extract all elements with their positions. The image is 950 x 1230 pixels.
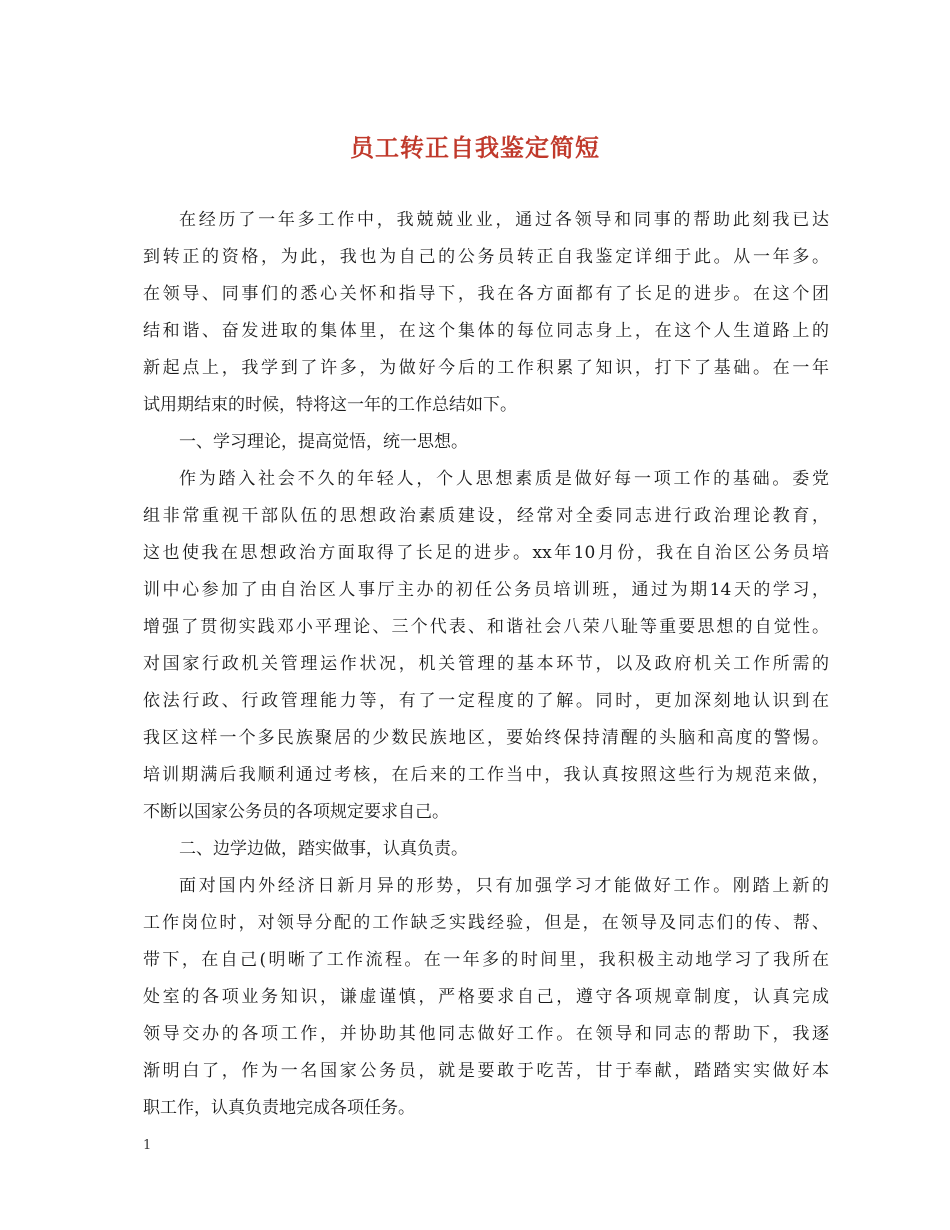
paragraph-line: 渐明白了，作为一名国家公务员，就是要敢于吃苦，甘于奉献，踏踏实实做好本 (143, 1061, 829, 1081)
paragraph-line: 在领导、同事们的悉心关怀和指导下，我在各方面都有了长足的进步。在这个团 (143, 284, 829, 304)
paragraph-line: 结和谐、奋发进取的集体里，在这个集体的每位同志身上，在这个人生道路上的 (143, 321, 829, 341)
paragraph-line: 我区这样一个多民族聚居的少数民族地区，要始终保持清醒的头脑和高度的警惕。 (143, 728, 829, 748)
paragraph-line: 处室的各项业务知识，谦虚谨慎，严格要求自己，遵守各项规章制度，认真完成 (143, 987, 829, 1007)
paragraph-line: 培训期满后我顺利通过考核，在后来的工作当中，我认真按照这些行为规范来做， (143, 765, 829, 785)
paragraph-line: 领导交办的各项工作，并协助其他同志做好工作。在领导和同志的帮助下，我逐 (143, 1024, 829, 1044)
section-heading: 一、学习理论，提高觉悟，统一思想。 (179, 432, 468, 452)
paragraph-line: 带下，在自己(明晰了工作流程。在一年多的时间里，我积极主动地学习了我所在 (143, 950, 829, 970)
paragraph-line: 增强了贯彻实践邓小平理论、三个代表、和谐社会八荣八耻等重要思想的自觉性。 (143, 617, 829, 637)
paragraph-line: 在经历了一年多工作中，我兢兢业业，通过各领导和同事的帮助此刻我已达 (179, 210, 829, 230)
page-title: 员工转正自我鉴定简短 (350, 133, 600, 162)
section-heading: 二、边学边做，踏实做事，认真负责。 (179, 839, 468, 859)
paragraph-line: 工作岗位时，对领导分配的工作缺乏实践经验，但是，在领导及同志们的传、帮、 (143, 913, 829, 933)
paragraph-line: 组非常重视干部队伍的思想政治素质建设，经常对全委同志进行政治理论教育， (143, 506, 829, 526)
page-number: 1 (143, 1138, 152, 1153)
paragraph-line: 不断以国家公务员的各项规定要求自己。 (143, 802, 449, 822)
paragraph-line: 对国家行政机关管理运作状况，机关管理的基本环节，以及政府机关工作所需的 (143, 654, 829, 674)
paragraph-line: 训中心参加了由自治区人事厅主办的初任公务员培训班，通过为期14天的学习， (143, 580, 829, 600)
paragraph-line: 这也使我在思想政治方面取得了长足的进步。xx年10月份，我在自治区公务员培 (143, 543, 829, 563)
paragraph-line: 试用期结束的时候，特将这一年的工作总结如下。 (143, 395, 517, 415)
paragraph-line: 新起点上，我学到了许多，为做好今后的工作积累了知识，打下了基础。在一年 (143, 358, 829, 378)
document-body (143, 202, 829, 1127)
paragraph-line: 作为踏入社会不久的年轻人，个人思想素质是做好每一项工作的基础。委党 (179, 469, 829, 489)
paragraph-line: 面对国内外经济日新月异的形势，只有加强学习才能做好工作。刚踏上新的 (179, 876, 829, 896)
paragraph-line: 职工作，认真负责地完成各项任务。 (143, 1098, 415, 1118)
paragraph-line: 到转正的资格，为此，我也为自己的公务员转正自我鉴定详细于此。从一年多。 (143, 247, 829, 267)
paragraph-line: 依法行政、行政管理能力等，有了一定程度的了解。同时，更加深刻地认识到在 (143, 691, 829, 711)
